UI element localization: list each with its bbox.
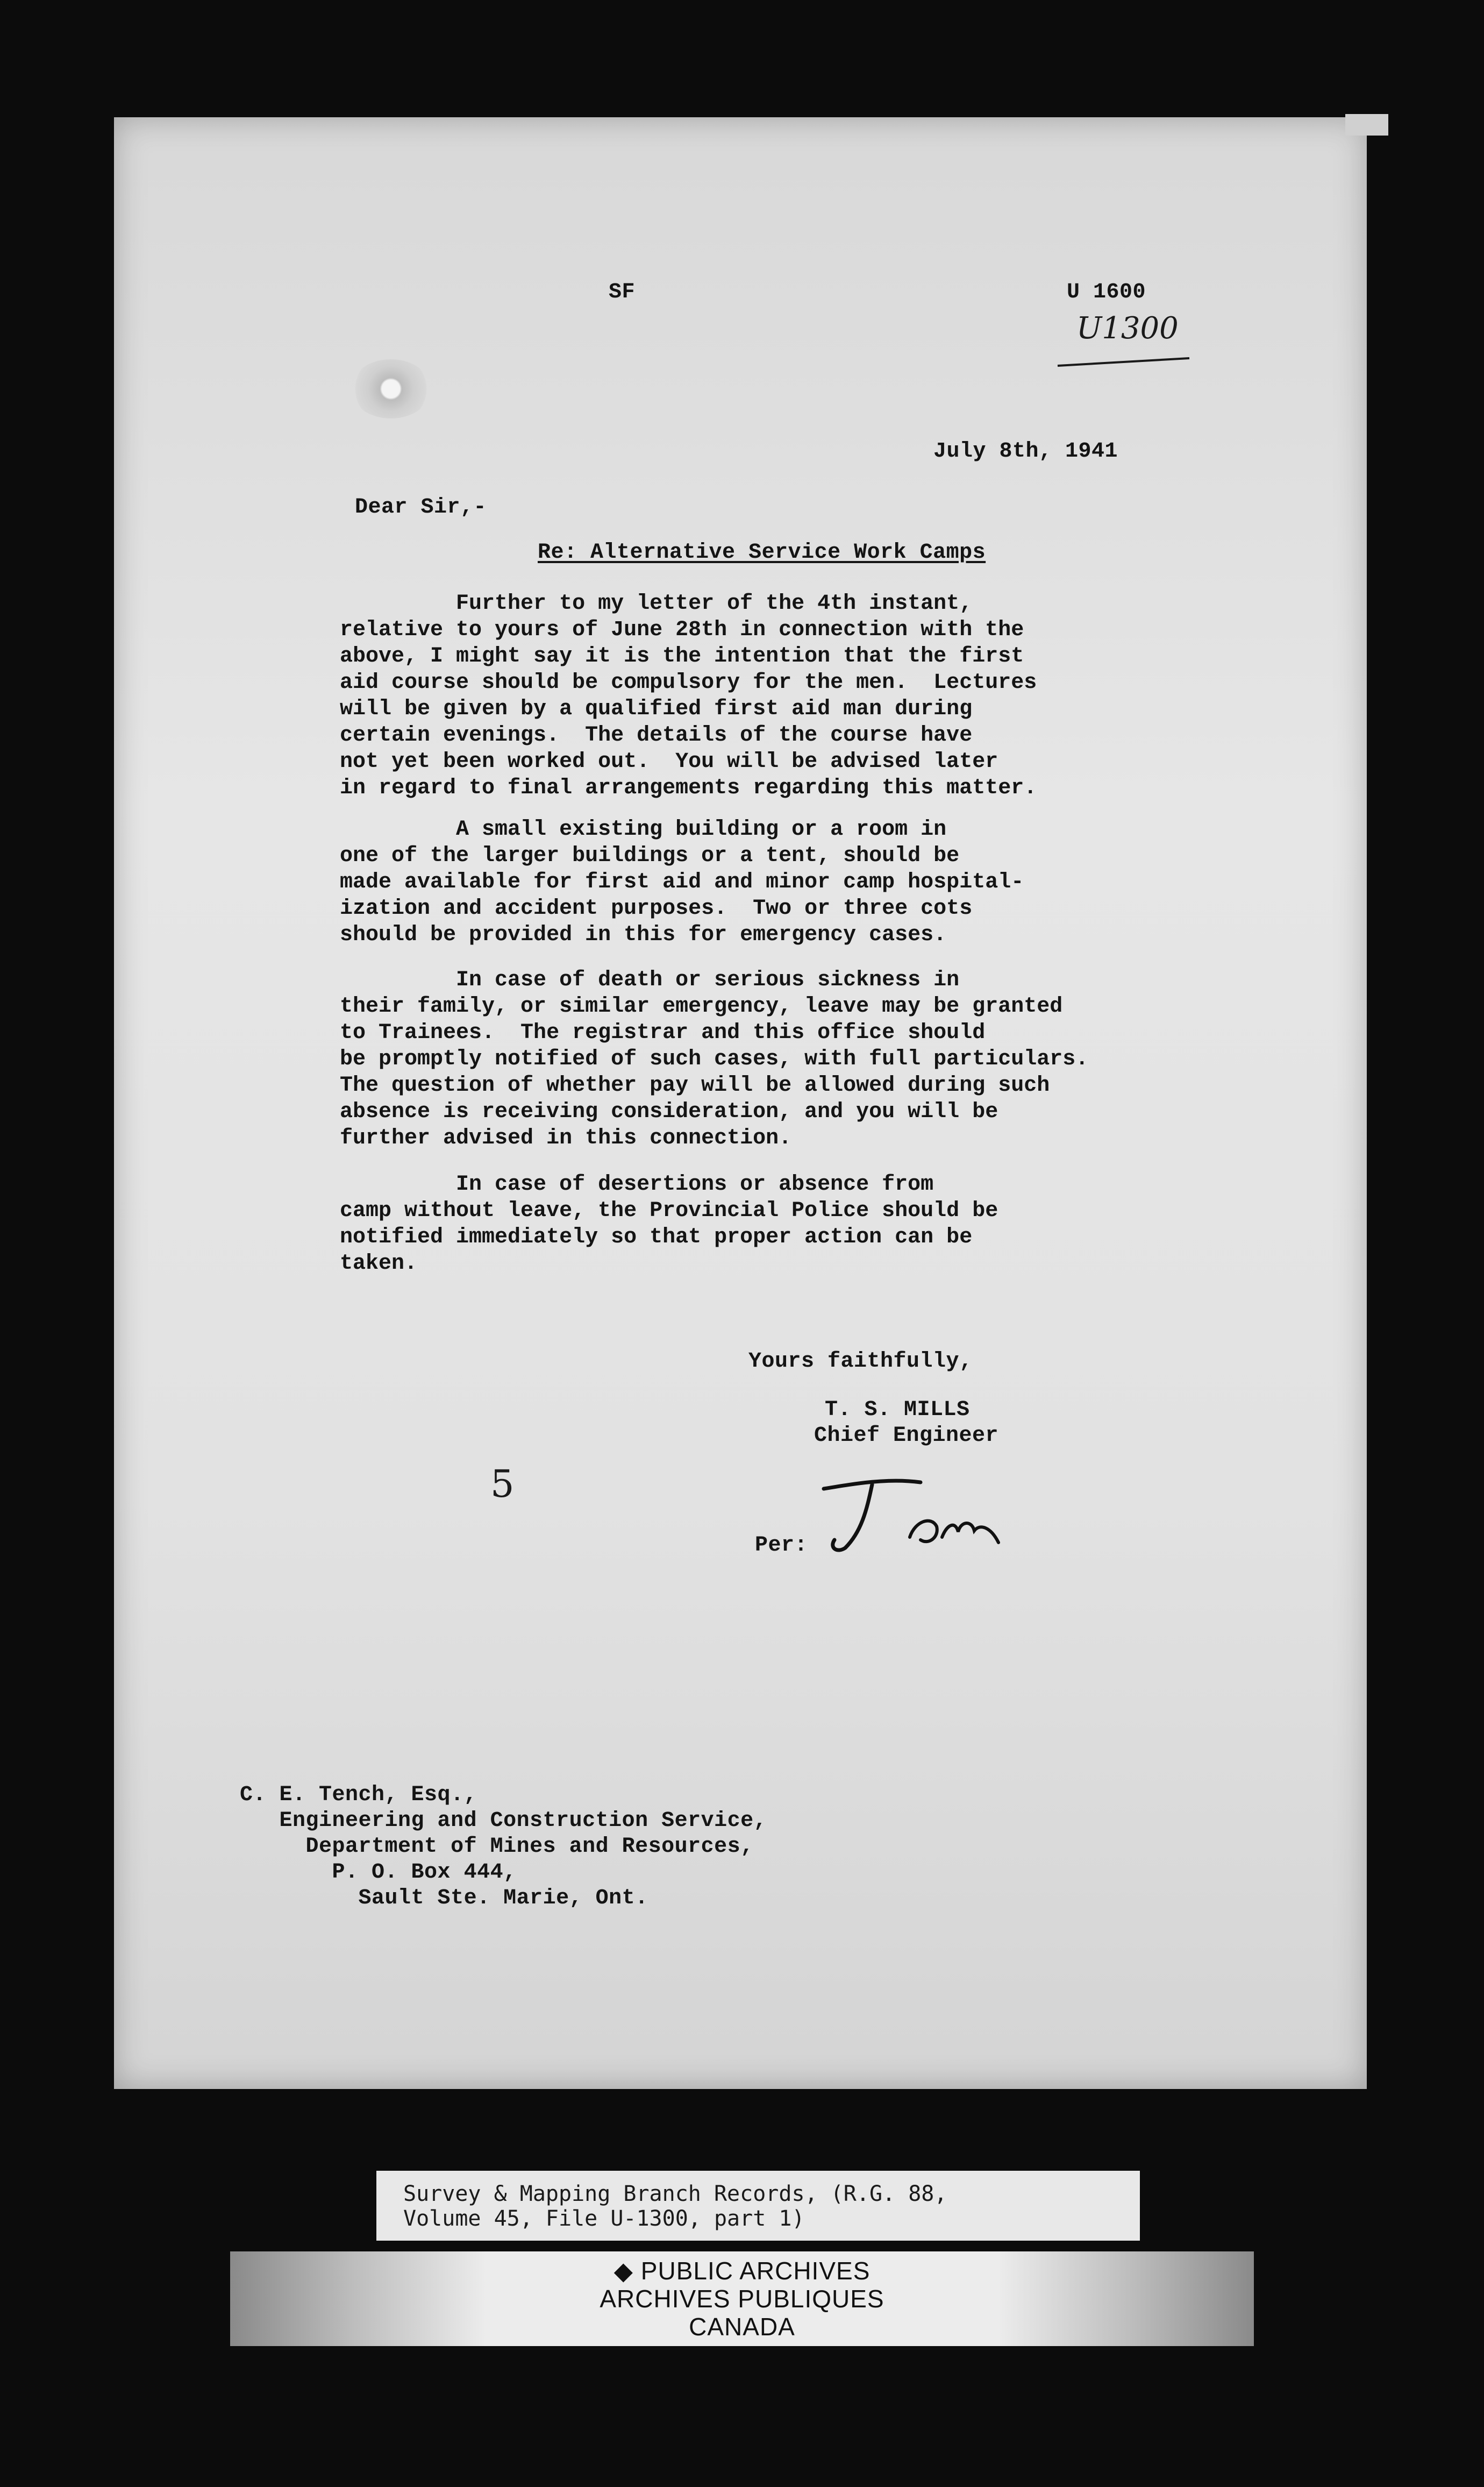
diamond-icon: ◆ xyxy=(613,2257,634,2285)
stamp-line-1-text: PUBLIC ARCHIVES xyxy=(640,2257,871,2285)
signature-initials xyxy=(813,1473,1050,1564)
signer-name: T. S. MILLS xyxy=(825,1398,970,1422)
stamp-line-2: ARCHIVES PUBLIQUES xyxy=(600,2285,884,2313)
addressee-line-4: P. O. Box 444, xyxy=(240,1860,517,1885)
per-label: Per: xyxy=(755,1533,808,1558)
archive-stamp-label xyxy=(230,2251,1254,2346)
stamp-line-1 xyxy=(230,2257,1254,2285)
salutation: Dear Sir,- xyxy=(355,495,487,520)
body-paragraph-3: In case of death or serious sickness in their family, or similar emergency, leave may be granted to Trainees. The registrar and this office should be promptly notified of such cases, with full particulars. The question of whether pay will be allowed during such absence is receiving consideration, and you will be further advised in this connection. xyxy=(340,968,1089,1150)
reference-left: SF xyxy=(609,280,636,304)
record-line-1: Survey & Mapping Branch Records, (R.G. 88, xyxy=(403,2182,947,2206)
reference-right: U 1600 xyxy=(1067,280,1146,304)
margin-mark: 5 xyxy=(490,1462,515,1506)
record-line-2: Volume 45, File U-1300, part 1) xyxy=(403,2206,805,2231)
closing: Yours faithfully, xyxy=(748,1349,973,1374)
letter-page xyxy=(114,117,1367,2089)
addressee-line-5: Sault Ste. Marie, Ont. xyxy=(240,1886,648,1910)
addressee-line-1: C. E. Tench, Esq., xyxy=(240,1783,477,1807)
archive-record-label xyxy=(376,2171,1140,2241)
signer-title: Chief Engineer xyxy=(814,1424,999,1448)
handwritten-underline xyxy=(1055,354,1195,370)
punch-hole xyxy=(351,359,431,418)
addressee-line-2: Engineering and Construction Service, xyxy=(240,1809,767,1833)
letter-date: July 8th, 1941 xyxy=(933,439,1118,464)
body-paragraph-4: In case of desertions or absence from camp without leave, the Provincial Police should be notified immediately so that proper action can be taken. xyxy=(340,1173,998,1276)
body-paragraph-1: Further to my letter of the 4th instant, relative to yours of June 28th in connection with the above, I might say it is the intention that the first aid course should be compulsory for the men. Lectures will be given by a qualified first aid man during certain evenings. The details of the course have not yet been worked out. You will be advised later in regard to final arrangements regarding this matter. xyxy=(340,592,1037,800)
addressee-line-3: Department of Mines and Resources, xyxy=(240,1835,754,1859)
subject-line: Re: Alternative Service Work Camps xyxy=(538,541,986,565)
handwritten-file-number: U1300 xyxy=(1076,311,1179,346)
page-edge-notch xyxy=(1345,114,1388,136)
body-paragraph-2: A small existing building or a room in one of the larger buildings or a tent, should be made available for first aid and minor camp hospital- ization and accident purposes. Two or three cots should be provided in this for emergency cases. xyxy=(340,818,1024,947)
stamp-line-3: CANADA xyxy=(689,2313,795,2341)
